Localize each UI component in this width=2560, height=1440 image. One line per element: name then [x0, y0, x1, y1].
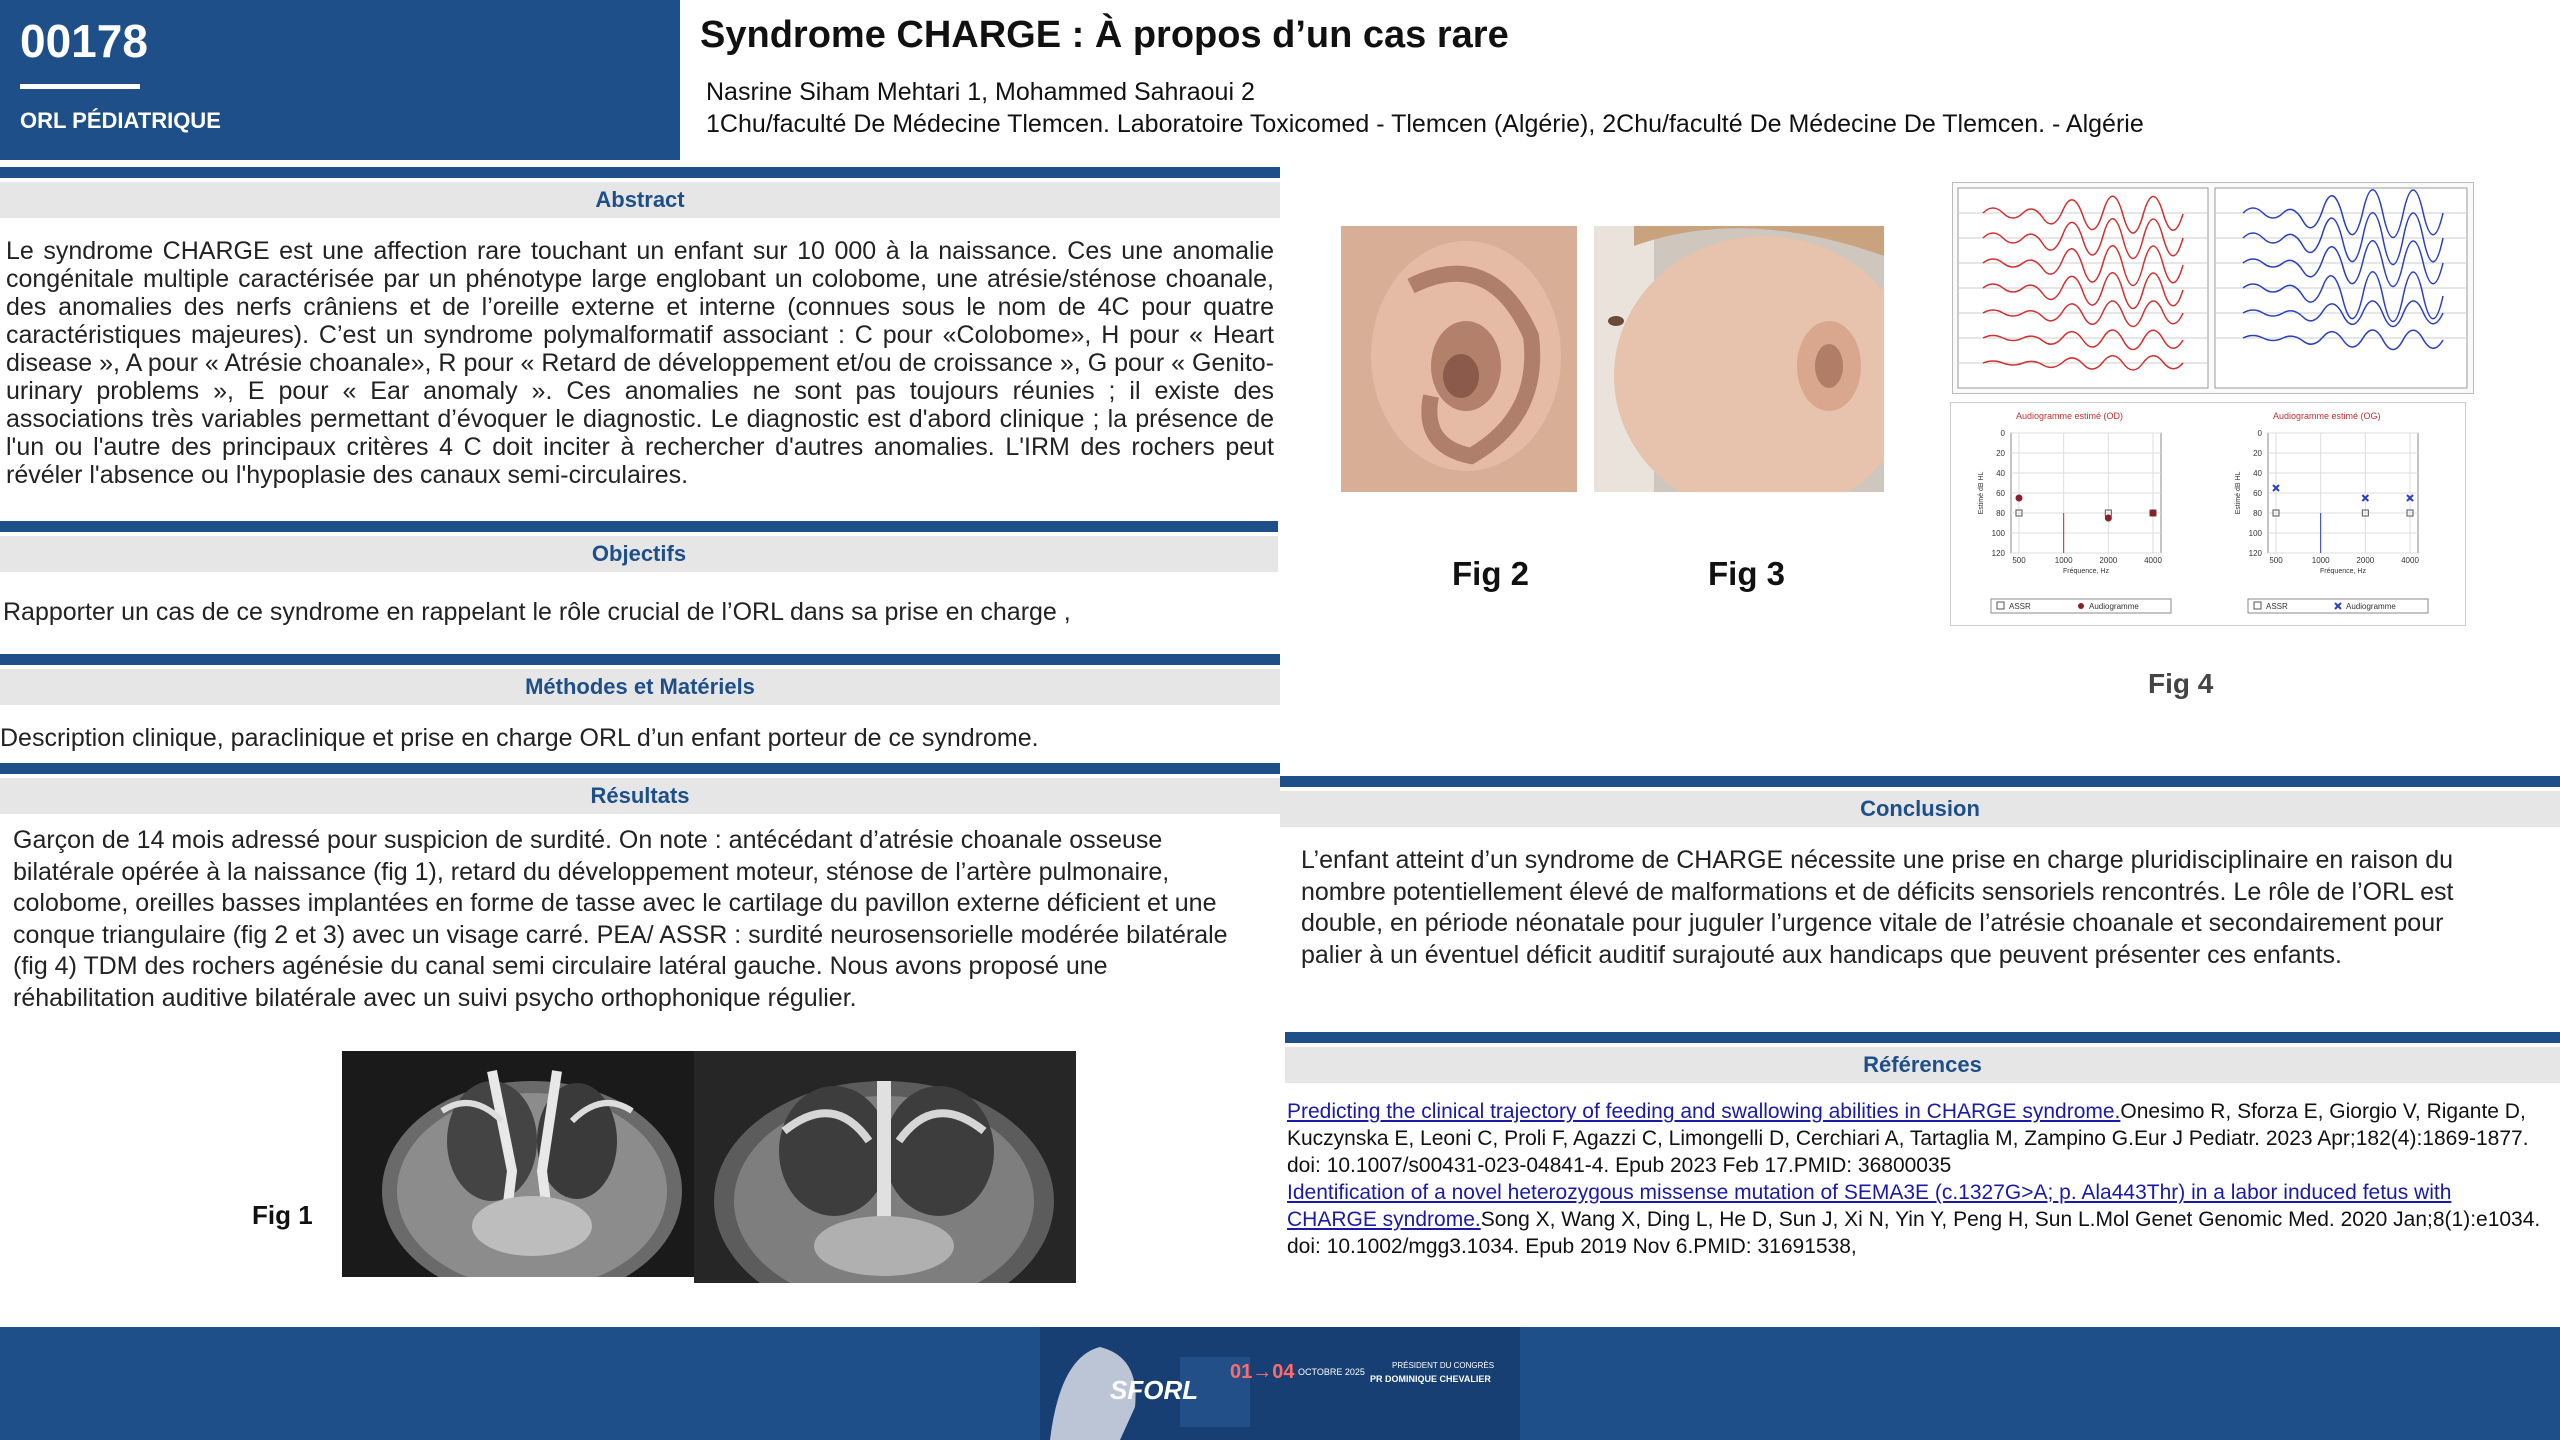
od-y-tick: 100 — [1991, 529, 2005, 538]
abstract-text: Le syndrome CHARGE est une affection rare touchant un enfant sur 10 000 à la naissance. Ces une anomalie congénitale multiple caractérisée par un phénotype large englobant un colobome, une atrésie/sténose choanale, des anomalies des nerfs crâniens et de l’oreille externe et interne (connues sous le nom de 4C pour quatre caractéristiques majeures). C’est un syndrome polymalformatif associant : C pour «Colobome», H pour « Heart disease », A pour « Atrésie choanale», R pour « Retard de développement et/ou de croissance », G pour « Genito-urinary problems », E pour « Ear anomaly ». Ces anomalies ne sont pas toujours réunies ; il existe des associations très variables permettant d’évoquer le diagnostic. Le diagnostic est d'abord clinique ; la présence de l'un ou l'autre des principaux critères 4 C doit inciter à rechercher d'autres anomalies. L'IRM des rochers peut révéler l'absence ou l'hypoplasie des canaux semi-circulaires. — [6, 237, 1274, 489]
poster-title: Syndrome CHARGE : À propos d’un cas rare — [700, 14, 1509, 56]
og-legend-assr-marker — [2254, 602, 2261, 609]
ear-photo-fig2 — [1341, 226, 1577, 492]
ct-scan-right-image — [694, 1051, 1076, 1283]
od-ylabel: Estimé dB HL — [1978, 471, 1985, 515]
reference-2-link[interactable]: Identification of a novel heterozygous missense mutation of SEMA3E (c.1327G>A; p. Ala443Thr) in a labor induced fetus with CHARGE syndrome. — [1287, 1181, 2452, 1231]
od-x-tick: 2000 — [2099, 556, 2118, 565]
resultats-bar — [0, 763, 1280, 774]
conclusion-text: L’enfant atteint d’un syndrome de CHARGE nécessite une prise en charge pluridisciplinaire en raison du nombre potentiellement élevé de malformations et de déficits sensoriels rencontrés. Le rôle de l’ORL est double, en période néonatale pour juguler l’urgence vitale de l’atrésie choanale et secondairement pour palier à un éventuel déficit auditif surajouté aux handicaps que peuvent présenter ces enfants. — [1301, 846, 2454, 969]
og-legend-audio-marker — [2335, 603, 2341, 609]
od-y-tick: 40 — [1996, 469, 2005, 478]
og-ylabel: Estimé dB HL — [2235, 471, 2242, 515]
congress-banner — [1040, 1327, 1520, 1440]
abstract-bar — [0, 167, 1280, 178]
od-x-tick: 500 — [2012, 556, 2026, 565]
od-audiogram-point — [2016, 495, 2023, 502]
congress-month: OCTOBRE 2025 — [1298, 1367, 1365, 1377]
code-underline — [20, 84, 140, 89]
poster-category: ORL PÉDIATRIQUE — [20, 108, 221, 133]
reference-2 — [1287, 1179, 2545, 1260]
references-heading: Références — [1285, 1047, 2560, 1083]
reference-1 — [1287, 1098, 2545, 1179]
od-y-tick: 60 — [1996, 489, 2005, 498]
reference-1-link[interactable]: Predicting the clinical trajectory of feeding and swallowing abilities in CHARGE syndrome. — [1287, 1100, 2121, 1123]
reference-list — [1287, 1098, 2545, 1260]
ct-scan-left-image — [342, 1051, 694, 1277]
od-y-tick: 20 — [1996, 449, 2005, 458]
og-y-tick: 80 — [2253, 509, 2262, 518]
od-audiogram-point — [2105, 515, 2112, 522]
od-y-tick: 0 — [2000, 429, 2005, 438]
president-name: PR DOMINIQUE CHEVALIER — [1370, 1374, 1491, 1384]
conclusion-heading: Conclusion — [1280, 791, 2560, 827]
od-title: Audiogramme estimé (OD) — [2016, 411, 2124, 421]
og-legend-audio: Audiogramme — [2346, 602, 2396, 611]
og-x-tick: 1000 — [2311, 556, 2330, 565]
fig3-label: Fig 3 — [1708, 555, 1786, 592]
og-y-tick: 20 — [2253, 449, 2262, 458]
resultats-heading: Résultats — [0, 778, 1280, 814]
methodes-text: Description clinique, paraclinique et prise en charge ORL d’un enfant porteur de ce syndrome. — [0, 724, 1039, 752]
affiliations: 1Chu/faculté De Médecine Tlemcen. Laboratoire Toxicomed - Tlemcen (Algérie), 2Chu/faculté De Médecine De Tlemcen. - Algérie — [706, 110, 2144, 138]
conclusion-bar — [1280, 776, 2560, 787]
audiogram-charts — [1951, 403, 2465, 625]
og-y-tick: 100 — [2248, 529, 2262, 538]
authors: Nasrine Siham Mehtari 1, Mohammed Sahraoui 2 — [706, 78, 1255, 106]
og-title: Audiogramme estimé (OG) — [2273, 411, 2381, 421]
og-y-tick: 120 — [2248, 549, 2262, 558]
od-legend-audio-marker — [2078, 603, 2084, 609]
og-xlabel: Fréquence, Hz — [2320, 568, 2366, 575]
resultats-text: Garçon de 14 mois adressé pour suspicion de surdité. On note : antécédant d’atrésie choanale osseuse bilatérale opérée à la naissance (fig 1), retard du développement moteur, sténose de l’artère pulmonaire, colobome, oreilles basses implantées en forme de tasse avec le cartilage du pavillon externe déficient et une conque triangulaire (fig 2 et 3) avec un visage carré. PEA/ ASSR : surdité neurosensorielle modérée bilatérale (fig 4) TDM des rochers agénésie du canal semi circulaire latéral gauche. Nous avons proposé une réhabilitation auditive bilatérale avec un suivi psycho orthophonique régulier. — [13, 826, 1228, 1012]
objectifs-heading: Objectifs — [0, 536, 1278, 572]
methodes-bar — [0, 654, 1280, 665]
od-x-tick: 4000 — [2144, 556, 2162, 565]
abstract-heading: Abstract — [0, 182, 1280, 218]
fig2-label: Fig 2 — [1452, 555, 1530, 592]
og-x-tick: 500 — [2269, 556, 2283, 565]
od-x-tick: 1000 — [2054, 556, 2073, 565]
fig1-label: Fig 1 — [252, 1200, 313, 1230]
profile-photo-fig3 — [1594, 226, 1884, 492]
methodes-heading: Méthodes et Matériels — [0, 669, 1280, 705]
od-legend-assr-marker — [1997, 602, 2004, 609]
og-x-tick: 4000 — [2401, 556, 2419, 565]
references-bar — [1285, 1032, 2560, 1043]
reference-2-text: Song X, Wang X, Ding L, He D, Sun J, Xi N, Yin Y, Peng H, Sun L.Mol Genet Genomic Med. 2020 Jan;8(1):e1034. doi: 10.1002/mgg3.1034. Epub 2019 Nov 6.PMID: 31691538, — [1287, 1208, 2541, 1258]
od-audiogram-point — [2150, 510, 2157, 517]
objectifs-text: Rapporter un cas de ce syndrome en rappelant le rôle crucial de l’ORL dans sa prise en charge , — [3, 598, 1071, 626]
audiogram-panel — [1950, 402, 2466, 626]
od-xlabel: Fréquence, Hz — [2063, 568, 2109, 575]
president-label: PRÉSIDENT DU CONGRÈS — [1392, 1361, 1495, 1370]
congress-org: SFORL — [1110, 1375, 1199, 1405]
reference-1-text: Onesimo R, Sforza E, Giorgio V, Rigante D, Kuczynska E, Leoni C, Proli F, Agazzi C, Limongelli D, Cerchiari A, Tartaglia M, Zampino G.Eur J Pediatr. 2023 Apr;182(4):1869-1877. doi: 10.1007/s00431-023-04841-4. Epub 2023 Feb 17.PMID: 36800035 — [1287, 1100, 2529, 1177]
od-y-tick: 120 — [1991, 549, 2005, 558]
og-y-tick: 40 — [2253, 469, 2262, 478]
abr-waveforms-image — [1952, 182, 2474, 394]
og-legend-assr: ASSR — [2266, 602, 2288, 611]
fig4-label: Fig 4 — [2148, 668, 2214, 699]
objectifs-bar — [0, 521, 1278, 532]
od-y-tick: 80 — [1996, 509, 2005, 518]
og-y-tick: 0 — [2257, 429, 2262, 438]
poster-code: 00178 — [20, 15, 148, 67]
congress-dates: 01→04 — [1230, 1361, 1295, 1383]
og-x-tick: 2000 — [2356, 556, 2375, 565]
og-y-tick: 60 — [2253, 489, 2262, 498]
od-legend-assr: ASSR — [2009, 602, 2031, 611]
od-legend-audio: Audiogramme — [2089, 602, 2139, 611]
